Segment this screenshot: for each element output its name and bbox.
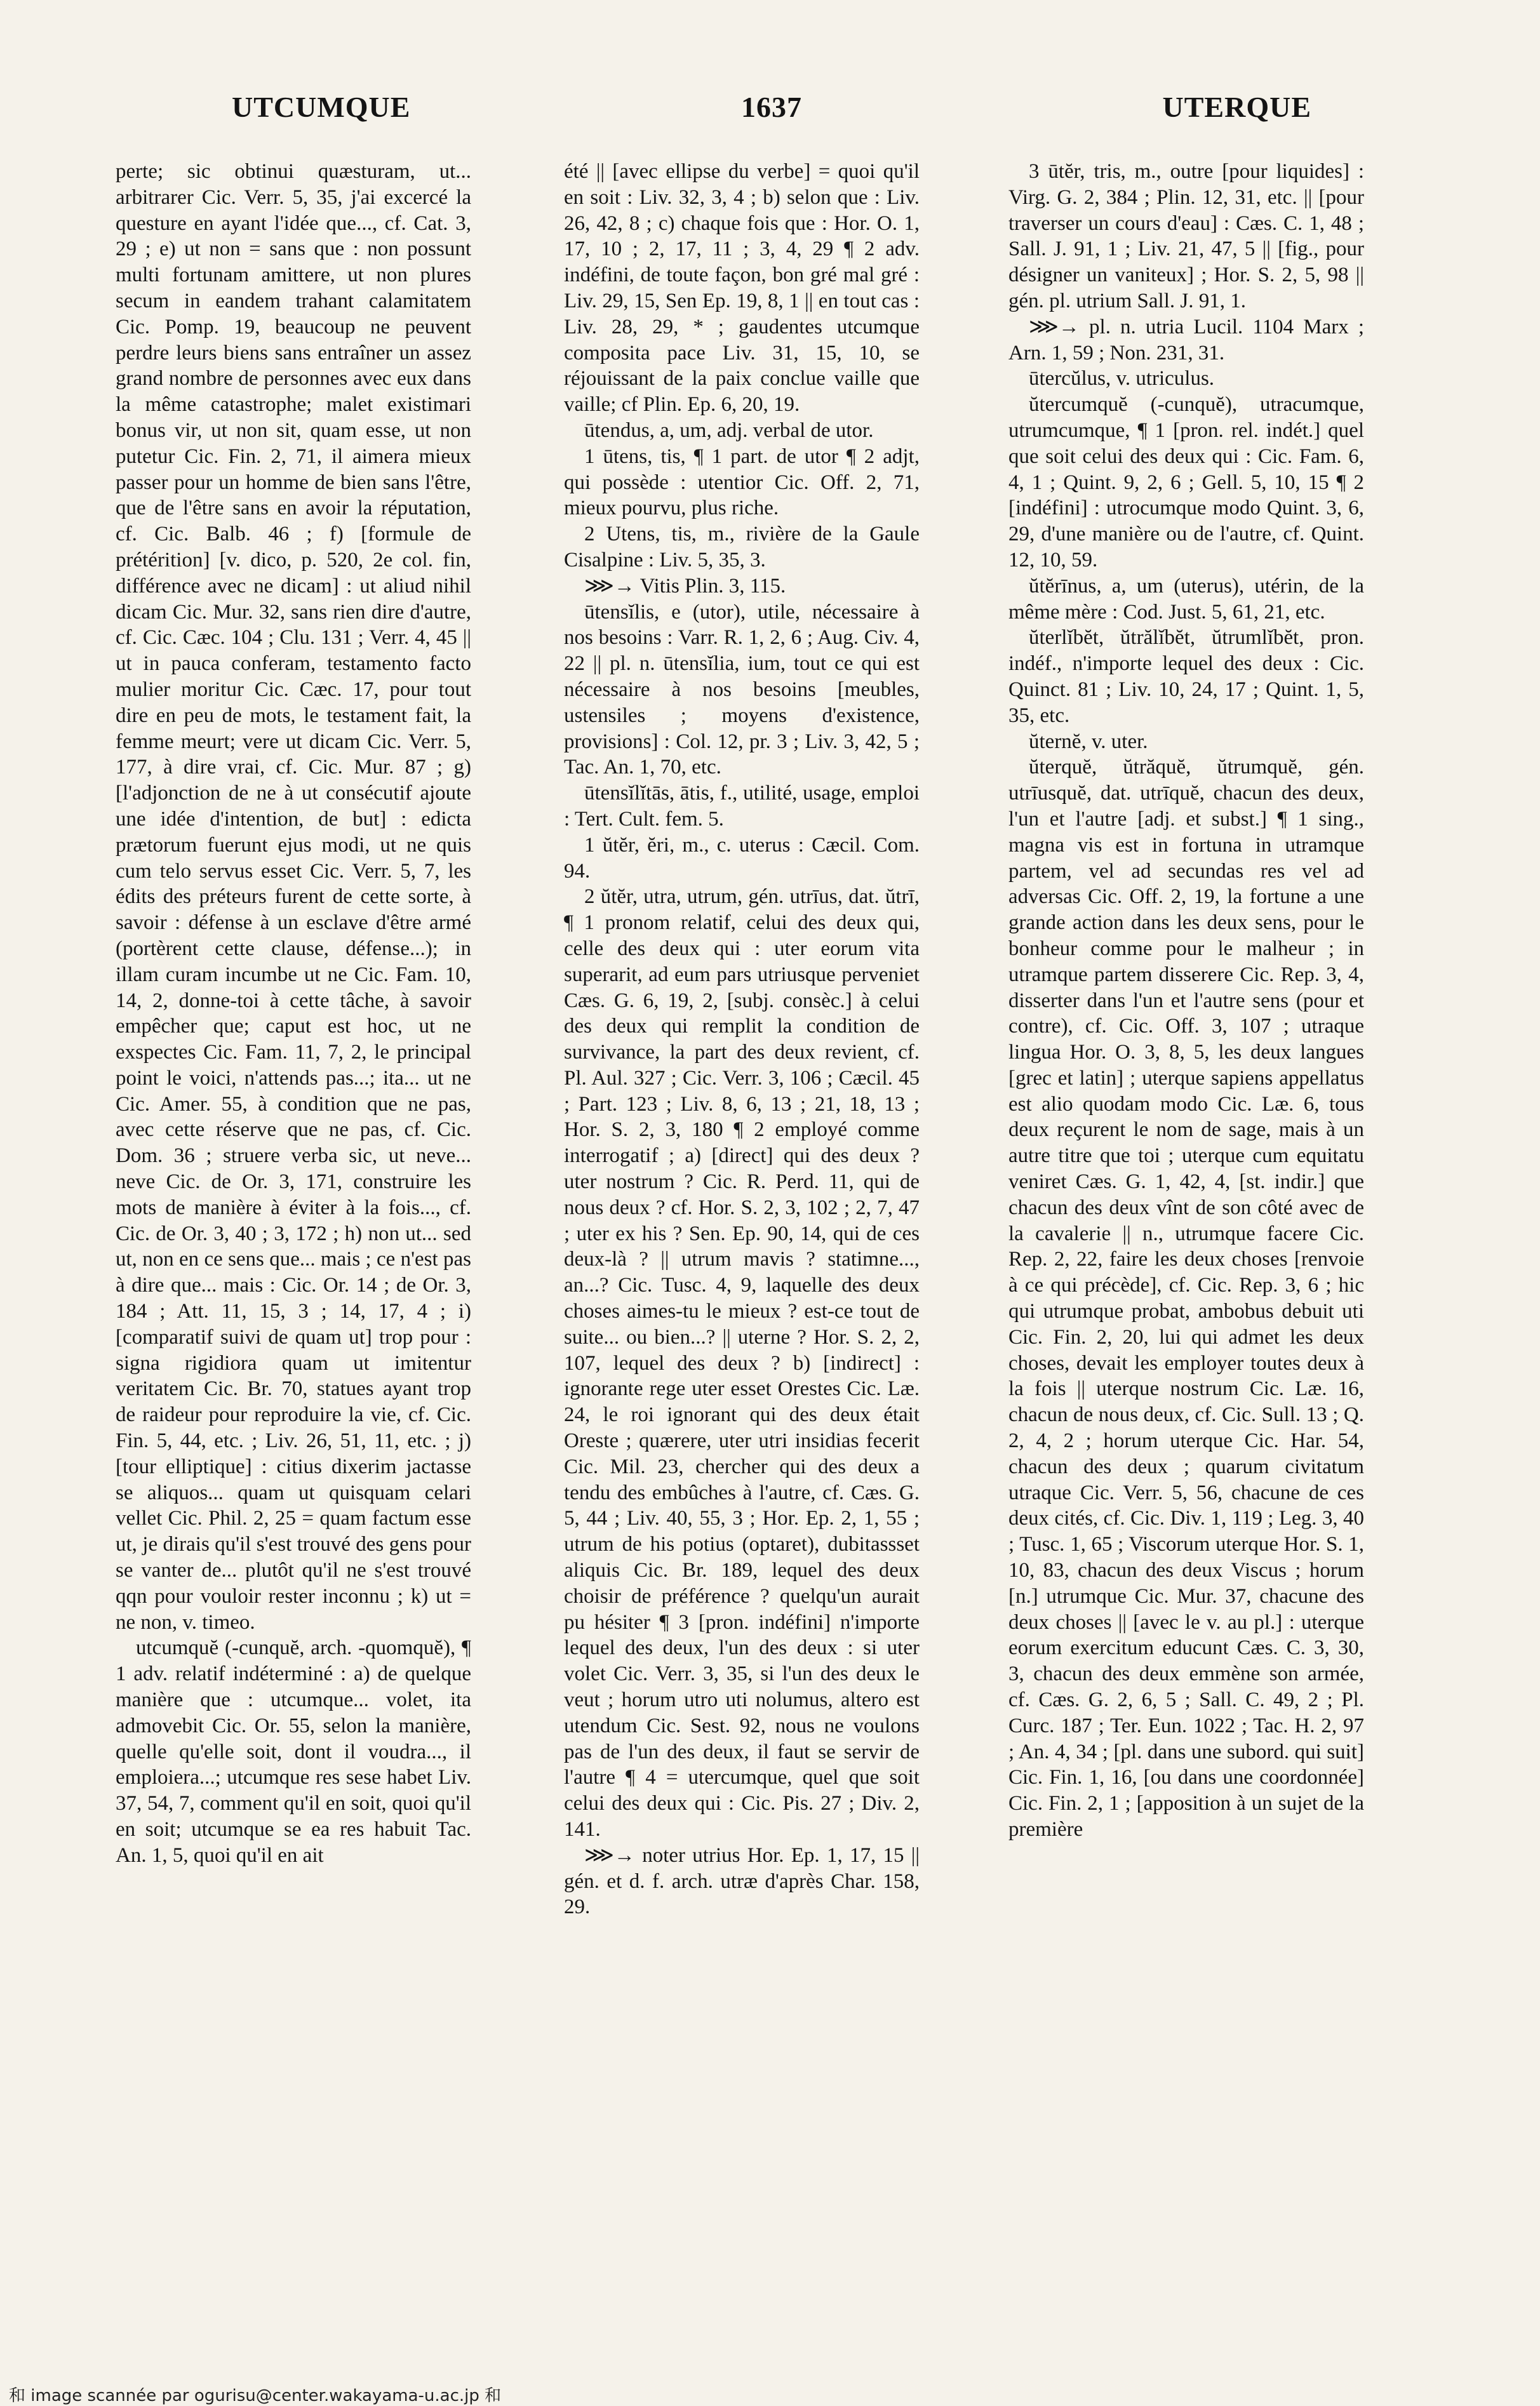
page-header [232,90,1311,141]
dictionary-entry: ŭterlĭbĕt, ŭtrălĭbĕt, ŭtrumlĭbĕt, pron. indéf., n'importe lequel des deux : Cic. Quinct. 81 ; Liv. 10, 24, 17 ; Quint. 1, 5, 35, etc. [1008,626,1364,727]
dictionary-entry: 3 ūtĕr, tris, m., outre [pour liquides] : Virg. G. 2, 384 ; Plin. 12, 31, etc. || [pour traverser un cours d'eau] : Cæs. C. 1, 48 ; Sall. J. 91, 1 ; Liv. 21, 47, 5 || [fig., pour désigner un vaniteux] ; Hor. S. 2, 5, 98 || gén. pl. utrium Sall. J. 91, 1. [1008,160,1364,312]
dictionary-entry: ŭterquĕ, ŭtrăquĕ, ŭtrumquĕ, gén. utrīusquĕ, dat. utrīquĕ, chacun des deux, l'un et l'autre [adj. et subst.] ¶ 1 sing., magna vis est in fortuna in utramque partem, vel ad secundas res vel ad adversas Cic. Off. 2, 19, la fortune a une grande action dans les deux sens, pour le bonheur comme pour le malheur ; in utramque partem disserere Cic. Rep. 3, 4, disserter dans l'un et l'autre sens (pour et contre), cf. Cic. Off. 3, 107 ; utraque lingua Hor. O. 3, 8, 5, les deux langues [grec et latin] ; uterque sapiens appellatus est alio quodam modo Cic. Læ. 6, tous deux reçurent le nom de sage, mais à un autre titre que toi ; uterque cum equitatu veniret Cæs. G. 1, 42, 4, [st. indir.] que chacun des deux vînt de son côté avec de la cavalerie || n., utrumque facere Cic. Rep. 2, 22, faire les deux choses [renvoie à ce qui précède], cf. Cic. Rep. 3, 6 ; hic qui utrumque probat, ambobus debuit uti Cic. Fin. 2, 20, lui qui admet les deux choses, devait les employer toutes deux à la fois || uterque nostrum Cic. Læ. 16, chacun de nous deux, cf. Cic. Sull. 13 ; Q. 2, 4, 2 ; horum uterque Cic. Har. 54, chacun des deux ; quarum civitatum utraque Cic. Verr. 5, 56, chacune de ces deux cités, cf. Cic. Div. 1, 119 ; Leg. 3, 40 ; Tusc. 1, 65 ; Viscorum uterque Hor. S. 1, 10, 83, chacun des deux Viscus ; horum [n.] utrumque Cic. Mur. 37, chacune des deux choses || [avec le v. au pl.] : uterque eorum exercitum educunt Cæs. C. 3, 30, 3, chacun des deux emmène son armée, cf. Cæs. G. 2, 6, 5 ; Sall. C. 49, 2 ; Pl. Curc. 187 ; Ter. Eun. 1022 ; Tac. H. 2, 97 ; An. 4, 34 ; [pl. dans une subord. qui suit] Cic. Fin. 1, 16, [ou dans une coordonnée] Cic. Fin. 2, 1 ; [apposition à un sujet de la première [1008,756,1364,1841]
header-right-guide-word: UTERQUE [1162,91,1311,123]
column-1 [116,159,471,2305]
dictionary-entry: ⋙→ noter utrius Hor. Ep. 1, 17, 15 || gén. et d. f. arch. utræ d'après Char. 158, 29. [564,1843,920,1919]
dictionary-entry: été || [avec ellipse du verbe] = quoi qu'il en soit : Liv. 32, 3, 4 ; b) selon que : Liv. 26, 42, 8 ; c) chaque fois que : Hor. O. 1, 17, 10 ; 2, 17, 11 ; 3, 4, 29 ¶ 2 adv. indéfini, de toute façon, bon gré mal gré : Liv. 29, 15, Sen Ep. 19, 8, 1 || en tout cas : Liv. 28, 29, * ; gaudentes utcumque composita pace Liv. 31, 15, 10, se réjouissant de la paix conclue vaille que vaille; cf Plin. Ep. 6, 20, 19. [564,160,920,417]
dictionary-entry: ŭtĕrīnus, a, um (uterus), utérin, de la même mère : Cod. Just. 5, 61, 21, etc. [1008,574,1364,624]
dictionary-entry: ⋙→ Vitis Plin. 3, 115. [584,574,786,598]
dictionary-entry: ŭternĕ, v. uter. [1029,730,1148,753]
column-2 [564,159,920,2305]
scan-credit-footer: 和 image scannée par ogurisu@center.wakayama-u.ac.jp 和 [9,2386,502,2405]
dictionary-entry: ūtensĭlĭtās, ātis, f., utilité, usage, emploi : Tert. Cult. fem. 5. [564,782,920,831]
dictionary-entry: 2 Utens, tis, m., rivière de la Gaule Cisalpine : Liv. 5, 35, 3. [564,523,920,571]
dictionary-entry: perte; sic obtinui quæsturam, ut... arbitrarer Cic. Verr. 5, 35, j'ai excercé la questure en ayant l'idée que..., cf. Cat. 3, 29 ; e) ut non = sans que : non possunt multi fortunam amittere, ut non plures secum in eandem trahant calamitatem Cic. Pomp. 19, beaucoup ne peuvent perdre leurs biens sans entraîner un assez grand nombre de personnes avec eux dans la même catastrophe; malet existimari bonus vir, ut non sit, quam esse, ut non putetur Cic. Fin. 2, 71, il aimera mieux passer pour un homme de bien sans l'être, que de l'être sans en avoir la réputation, cf. Cic. Balb. 46 ; f) [formule de prétérition] [v. dico, p. 520, 2e col. fin, différence avec ne dicam] : ut aliud nihil dicam Cic. Mur. 32, sans rien dire d'autre, cf. Cic. Cæc. 104 ; Clu. 131 ; Verr. 4, 45 || ut in pauca conferam, testamento facto mulier moritur Cic. Cæc. 17, pour tout dire en peu de mots, le testament fait, la femme meurt; vere ut dicam Cic. Verr. 5, 177, à dire vrai, cf. Cic. Mur. 87 ; g) [l'adjonction de ne à ut consécutif ajoute une idée d'intention, de but] : edicta prætorum fuerunt ejus modi, ut ne quis cum telo servus esset Cic. Verr. 5, 7, les édits des préteurs furent de cette sorte, à savoir : défense à un esclave d'être armé (portèrent cette clause, défense...); in illam curam incumbe ut ne Cic. Fam. 10, 14, 2, donne-toi à cette tâche, à savoir empêcher que; caput est hoc, ut ne exspectes Cic. Fam. 11, 7, 2, le principal point le voici, n'attends pas...; ita... ut ne Cic. Amer. 55, à condition que ne pas, avec cette réserve que ne pas, cf. Cic. Dom. 36 ; struere verba sic, ut neve... neve Cic. de Or. 3, 171, construire les mots de manière à éviter à la fois..., cf. Cic. de Or. 3, 40 ; 3, 172 ; h) non ut... sed ut, non en ce sens que... mais ; ce n'est pas à dire que... mais : Cic. Or. 14 ; de Or. 3, 184 ; Att. 11, 15, 3 ; 14, 17, 4 ; i) [comparatif suivi de quam ut] trop pour : signa rigidiora quam ut imitentur veritatem Cic. Br. 70, statues ayant trop de raideur pour reproduire la vie, cf. Cic. Fin. 5, 44, etc. ; Liv. 26, 51, 11, etc. ; j) [tour elliptique] : citius dixerim jactasse se aliquos... quam ut quisquam celari vellet Cic. Phil. 2, 25 = quam factum esse ut, je dirais qu'il s'est trouvé des gens pour se vanter de... plutôt qu'il ne s'est trouvé qqn pour vouloir rester inconnu ; k) ut = ne non, v. timeo. [116,160,471,1634]
dictionary-entry: ūtendus, a, um, adj. verbal de utor. [584,418,874,442]
dictionary-entry: 1 ūtens, tis, ¶ 1 part. de utor ¶ 2 adjt, qui possède : utentior Cic. Off. 2, 71, mieux pourvu, plus riche. [564,444,920,520]
header-left-guide-word: UTCUMQUE [232,91,411,123]
dictionary-entry: ŭtercumquĕ (-cunquĕ), utracumque, utrumcumque, ¶ 1 [pron. rel. indét.] quel que soit celui des deux qui : Cic. Fam. 6, 4, 1 ; Quint. 9, 2, 6 ; Gell. 5, 10, 15 ¶ 2 [indéfini] : utrocumque modo Quint. 3, 6, 29, d'une manière ou de l'autre, cf. Quint. 12, 10, 59. [1008,393,1364,571]
dictionary-entry: ūtercŭlus, v. utriculus. [1029,367,1215,391]
page-number: 1637 [741,91,802,123]
dictionary-entry: utcumquĕ (-cunquĕ, arch. -quomquĕ), ¶ 1 adv. relatif indéterminé : a) de quelque manière que : utcumque... volet, ita admovebit Cic. Or. 55, selon la manière, quelle qu'elle soit, dont il voudra..., il emploiera...; utcumque res sese habet Liv. 37, 54, 7, comment qu'il en soit, quoi qu'il en soit; utcumque se ea res habuit Tac. An. 1, 5, quoi qu'il en ait [116,1636,471,1867]
dictionary-entry: 2 ŭtĕr, utra, utrum, gén. utrīus, dat. ŭtrī, ¶ 1 pronom relatif, celui des deux qui, celle des deux qui : uter eorum vita superarit, ad eum pars utriusque perveniet Cæs. G. 6, 19, 2, [subj. consèc.] à celui des deux qui remplit la condition de survivance, la part des deux revient, cf. Pl. Aul. 327 ; Cic. Verr. 3, 106 ; Cæcil. 45 ; Part. 123 ; Liv. 8, 6, 13 ; 21, 18, 13 ; Hor. S. 2, 3, 180 ¶ 2 employé comme interrogatif ; a) [direct] qui des deux ? uter nostrum ? Cic. R. Perd. 11, qui de nous deux ? cf. Hor. S. 2, 3, 102 ; 2, 7, 47 ; uter ex his ? Sen. Ep. 90, 14, qui de ces deux-là ? || utrum mavis ? statimne..., an...? Cic. Tusc. 4, 9, laquelle des deux choses aimes-tu le mieux ? est-ce tout de suite... ou bien...? || uterne ? Hor. S. 2, 2, 107, lequel des deux ? b) [indirect] : ignorante rege uter esset Orestes Cic. Læ. 24, le roi ignorant qui des deux était Oreste ; quærere, uter utri insidias fecerit Cic. Mil. 23, chercher qui des deux a tendu des embûches à l'autre, cf. Cæs. G. 5, 44 ; Liv. 40, 55, 3 ; Hor. Ep. 2, 1, 55 ; utrum de his potius (optaret), dubitassset aliquis Cic. Br. 189, lequel des deux choisir de préférence ? quelqu'un aurait pu hésiter ¶ 3 [pron. indéfini] n'importe lequel des deux, l'un des deux : si uter volet Cic. Verr. 3, 35, si l'un des deux le veut ; horum utro uti nolumus, altero est utendum Cic. Sest. 92, nous ne voulons pas de l'un des deux, il faut se servir de l'autre ¶ 4 = utercumque, quel que soit celui des deux qui : Cic. Pis. 27 ; Div. 2, 141. [564,885,920,1841]
dictionary-entry: ⋙→ pl. n. utria Lucil. 1104 Marx ; Arn. 1, 59 ; Non. 231, 31. [1008,315,1364,364]
dictionary-entry: 1 ŭtĕr, ĕri, m., c. uterus : Cæcil. Com. 94. [564,833,920,883]
column-3 [1008,159,1364,2305]
dictionary-entry: ūtensĭlis, e (utor), utile, nécessaire à nos besoins : Varr. R. 1, 2, 6 ; Aug. Civ. 4, 22 || pl. n. ūtensĭlia, ium, tout ce qui est nécessaire à nos besoins [meubles, ustensiles ; moyens d'existence, provisions] : Col. 12, pr. 3 ; Liv. 3, 42, 5 ; Tac. An. 1, 70, etc. [564,600,920,779]
